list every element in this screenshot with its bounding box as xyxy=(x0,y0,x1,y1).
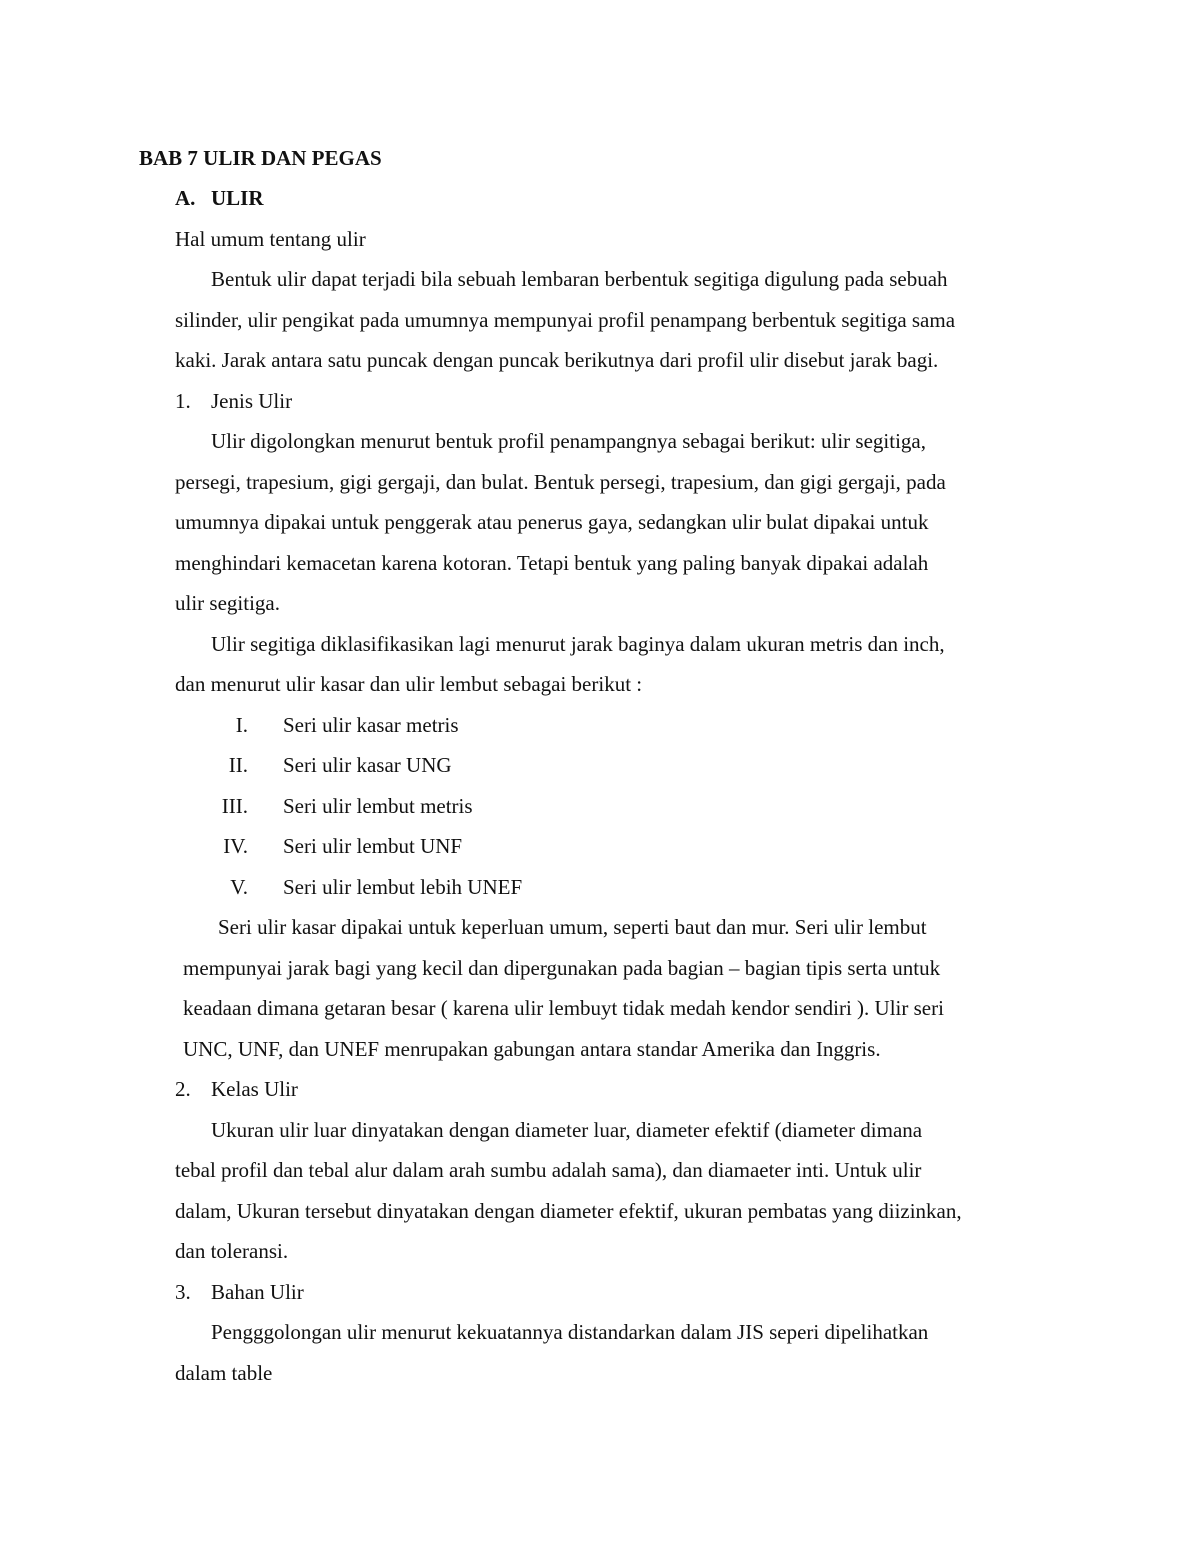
series-numeral: III. xyxy=(221,794,248,818)
item1-number: 1. xyxy=(175,389,191,413)
item1-title: Jenis Ulir xyxy=(211,389,293,413)
series-numeral: I. xyxy=(235,713,248,737)
item1-p1-line-4: menghindari kemacetan karena kotoran. Tetapi bentuk yang paling banyak dipakai adalah xyxy=(175,551,929,575)
intro-line-1: Bentuk ulir dapat terjadi bila sebuah lembaran berbentuk segitiga digulung pada sebuah xyxy=(211,267,948,291)
item1-p1-line-5: ulir segitiga. xyxy=(175,591,280,615)
item1-p3-line-4: UNC, UNF, dan UNEF menrupakan gabungan antara standar Amerika dan Inggris. xyxy=(183,1037,881,1061)
section-a-label: A. xyxy=(175,186,196,210)
item1-p1-line-2: persegi, trapesium, gigi gergaji, dan bulat. Bentuk persegi, trapesium, dan gigi gergaji, pada xyxy=(175,470,946,494)
item1-p1-line-3: umumnya dipakai untuk penggerak atau penerus gaya, sedangkan ulir bulat dipakai untuk xyxy=(175,510,929,534)
item3-number: 3. xyxy=(175,1280,191,1304)
item2-line-4: dan toleransi. xyxy=(175,1239,289,1263)
intro-line-3: kaki. Jarak antara satu puncak dengan puncak berikutnya dari profil ulir disebut jarak bagi. xyxy=(175,348,939,372)
item2-title: Kelas Ulir xyxy=(211,1077,298,1101)
item1-p3-line-2: mempunyai jarak bagi yang kecil dan dipergunakan pada bagian – bagian tipis serta untuk xyxy=(183,956,941,980)
chapter-title: BAB 7 ULIR DAN PEGAS xyxy=(139,146,382,170)
intro-line-2: silinder, ulir pengikat pada umumnya mempunyai profil penampang berbentuk segitiga sama xyxy=(175,308,956,332)
item1-p2-line-2: dan menurut ulir kasar dan ulir lembut sebagai berikut : xyxy=(175,672,643,696)
series-numeral: II. xyxy=(228,753,248,777)
series-item: Seri ulir lembut metris xyxy=(283,794,473,818)
series-item: Seri ulir lembut UNF xyxy=(283,834,463,858)
series-numeral: IV. xyxy=(223,834,248,858)
series-item: Seri ulir kasar UNG xyxy=(283,753,452,777)
section-a-title: ULIR xyxy=(211,186,264,210)
item2-number: 2. xyxy=(175,1077,191,1101)
subtitle: Hal umum tentang ulir xyxy=(175,227,366,251)
item1-p3-line-3: keadaan dimana getaran besar ( karena ulir lembuyt tidak medah kendor sendiri ). Ulir seri xyxy=(183,996,944,1020)
item3-line-1: Pengggolongan ulir menurut kekuatannya distandarkan dalam JIS seperi dipelihatkan xyxy=(211,1320,929,1344)
item2-line-2: tebal profil dan tebal alur dalam arah sumbu adalah sama), dan diamaeter inti. Untuk ulir xyxy=(175,1158,922,1182)
series-item: Seri ulir kasar metris xyxy=(283,713,459,737)
series-item: Seri ulir lembut lebih UNEF xyxy=(283,875,523,899)
item1-p1-line-1: Ulir digolongkan menurut bentuk profil penampangnya sebagai berikut: ulir segitiga, xyxy=(211,429,926,453)
item1-p3-line-1: Seri ulir kasar dipakai untuk keperluan umum, seperti baut dan mur. Seri ulir lembut xyxy=(218,915,927,939)
item3-title: Bahan Ulir xyxy=(211,1280,304,1304)
item2-line-1: Ukuran ulir luar dinyatakan dengan diameter luar, diameter efektif (diameter dimana xyxy=(211,1118,923,1142)
series-numeral: V. xyxy=(230,875,248,899)
item2-line-3: dalam, Ukuran tersebut dinyatakan dengan diameter efektif, ukuran pembatas yang diizinkan, xyxy=(175,1199,962,1223)
item1-p2-line-1: Ulir segitiga diklasifikasikan lagi menurut jarak baginya dalam ukuran metris dan inch, xyxy=(211,632,945,656)
item3-line-2: dalam table xyxy=(175,1361,273,1385)
